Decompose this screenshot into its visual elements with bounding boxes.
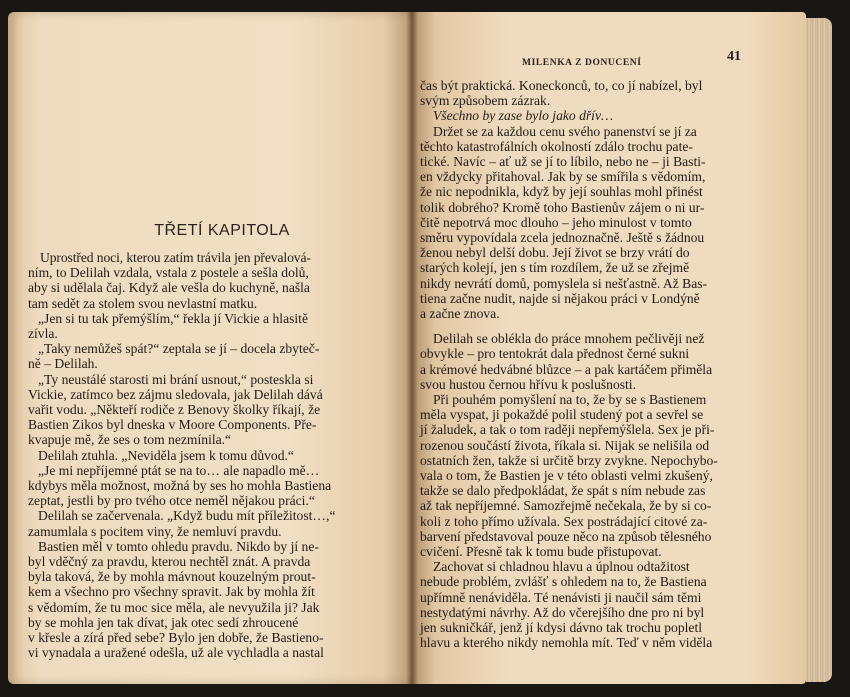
- text-line: ženou nebyl delší dobu. Její život se brzy vrátí do: [420, 245, 690, 261]
- text-line: kvapuje mě, že ses o tom nezmínila.“: [28, 432, 232, 448]
- book-gutter: [406, 12, 418, 684]
- text-line: obvykle – pro tentokrát dala přednost černé sukni: [420, 346, 690, 362]
- running-head: MILENKA Z DONUCENÍ: [522, 58, 642, 68]
- text-line: Bastien měl v tomto ohledu pravdu. Nikdo by jí ne-: [38, 538, 319, 554]
- text-line: a začne znova.: [420, 306, 500, 321]
- text-line: zeptat, jestli by pro tvého otce neměl nějakou práci.“: [28, 493, 315, 509]
- text-line: by se mohla jen tak dívat, jak otec sedí zhroucené: [28, 614, 299, 630]
- text-line: kem a všechno pro všechny spravit. Jak by mohla žít: [28, 584, 315, 600]
- text-line: Delilah se začervenala. „Když budu mít příležitost…,“: [38, 508, 336, 524]
- text-line: cvičení. Přesně tak k tomu bude přistupovat.: [420, 544, 662, 559]
- text-line: a krémové hedvábné blůzce – a pak kartáčem přiměla: [420, 361, 713, 377]
- text-line: Delilah se oblékla do práce mnohem pečlivěji než: [433, 331, 705, 347]
- text-line: těchto katastrofálních okolností zdálo trochu pate-: [420, 138, 693, 154]
- text-line: Uprostřed noci, kterou zatím trávila jen převalová-: [40, 250, 311, 265]
- text-line: nestydatými návrhy. Až do včerejšího dne pro ni byl: [420, 604, 705, 620]
- text-line: ostatních žen, takže si určitě brzy zvykne. Nepochybo-: [420, 452, 718, 468]
- text-line: Při pouhém pomyšlení na to, že by se s Bastienem: [433, 392, 707, 407]
- text-line: „Jen si tu tak přemýšlím,“ řekla jí Vickie a hlasitě: [38, 310, 308, 326]
- text-line: nikdy nevrátí domů, pomyslela si nešťastně. Až Bas-: [420, 275, 708, 291]
- text-line: rozenou součástí života, říkala si. Nijak se nelišila od: [420, 437, 710, 453]
- text-line: Delilah ztuhla. „Neviděla jsem k tomu důvod.“: [38, 447, 294, 463]
- text-line: nebude problém, zvlášť s ohledem na to, že Bastiena: [420, 574, 707, 590]
- text-line: barvení představoval pouze něco na způsob tělesného: [420, 528, 712, 544]
- text-line: tolik dobrého? Kromě toho Bastienův zájem o ni ur-: [420, 199, 705, 215]
- page-number: 41: [727, 49, 741, 64]
- text-line: v křesle a zírá před sebe? Bylo jen dobře, že Bastieno-: [28, 630, 324, 645]
- text-line: svou hustou černou hřívu k poslušnosti.: [420, 376, 636, 392]
- text-line: zívla.: [28, 326, 58, 341]
- text-line: že nic nepodnikla, když by její souhlas mohl přinést: [420, 184, 703, 200]
- text-line: Bastien Zikos byl dneska v Moore Components. Pře-: [28, 417, 317, 433]
- text-line: čas být praktická. Koneckonců, to, co jí nabízel, byl: [420, 78, 703, 93]
- text-line: vala o tom, že Bastien je v této oblasti velmi zkušený,: [420, 468, 713, 483]
- text-line: tam sedět za stolem svou nevlastní matku.: [28, 295, 258, 311]
- text-line: Vickie, zatímco bez zájmu sledovala, jak Delilah dává: [28, 386, 323, 402]
- text-line: směru vypovídala zcela jednoznačně. Ještě s žádnou: [420, 230, 705, 245]
- text-line: tické. Navíc – ať už se jí to líbilo, nebo ne – ji Basti-: [420, 154, 706, 169]
- text-line: byl vděčný za pravdu, kterou nechtěl znát. A pravda: [28, 554, 311, 569]
- text-line: čitě nepotrvá moc dlouho – jeho minulost v tomto: [420, 214, 692, 230]
- text-line: zamumlala s pocitem viny, že nemluví pravdu.: [28, 523, 282, 539]
- text-line: „Ty neustálé starosti mi brání usnout,“ posteskla si: [38, 371, 314, 387]
- text-line: vařit vodu. „Někteří rodiče z Benovy školky říkají, že: [28, 402, 321, 417]
- text-line: byla taková, že by mohla mávnout kouzelným prout-: [28, 569, 316, 585]
- text-line: Držet se za každou cenu svého panenství se jí za: [433, 123, 697, 139]
- text-line: tiena začne nudit, najde si nějakou práci v Londýně: [420, 290, 700, 306]
- chapter-title: TŘETÍ KAPITOLA: [154, 222, 290, 239]
- text-line: koli z toho přímo užívala. Sex postrádající citové za-: [420, 513, 708, 529]
- text-line: „Taky nemůžeš spát?“ zeptala se jí – docela zbyteč-: [38, 341, 320, 357]
- text-line: aby si udělala čaj. Když ale vešla do kuchyně, našla: [28, 280, 310, 296]
- text-line: „Je mi nepříjemné ptát se na to… ale napadlo mě…: [38, 462, 320, 478]
- text-line: svým způsobem zázrak.: [420, 93, 551, 109]
- text-line: upřímně nenáviděla. Té nenávisti ji naučil sám těmi: [420, 589, 702, 605]
- text-line: kdybys měla možnost, možná by ses ho mohla Bastiena: [28, 478, 332, 493]
- text-line: jí žaludek, a tak o tom raději nepřemýšlela. Sex je při-: [420, 422, 715, 438]
- text-line: en vždycky přitahoval. Jak by se smířila s vědomím,: [420, 169, 706, 185]
- text-line: takže se dalo předpokládat, že spát s ním nebude zas: [420, 483, 706, 499]
- text-line: s vědomím, že tu moc sice měla, ale nevyužila ji? Jak: [28, 599, 320, 615]
- text-line: ním, to Delilah vzdala, vstala z postele a sešla dolů,: [28, 265, 309, 281]
- text-line: starých kolejí, jen s tím rozdílem, že už se zřejmě: [420, 260, 690, 276]
- text-line: hlavu a kterého nikdy nemohla mít. Teď v něm viděla: [420, 635, 713, 651]
- text-line: jen sukničkář, jenž jí kdysi dávno tak trochu popletl: [420, 620, 703, 635]
- text-line-italic: Všechno by zase bylo jako dřív…: [433, 108, 614, 124]
- text-line: Zachovat si chladnou hlavu a úplnou odtažitost: [433, 559, 690, 575]
- text-line: vi vynadala a uražené odešla, už ale vychladla a nastal: [28, 645, 324, 661]
- page-edges: [806, 18, 832, 682]
- text-line: až tak nepříjemné. Samozřejmě nečekala, že by si co-: [420, 498, 712, 514]
- text-line: ně – Delilah.: [28, 356, 98, 372]
- text-line: měla vyspat, ji pokaždé polil studený pot a sevřel se: [420, 407, 704, 423]
